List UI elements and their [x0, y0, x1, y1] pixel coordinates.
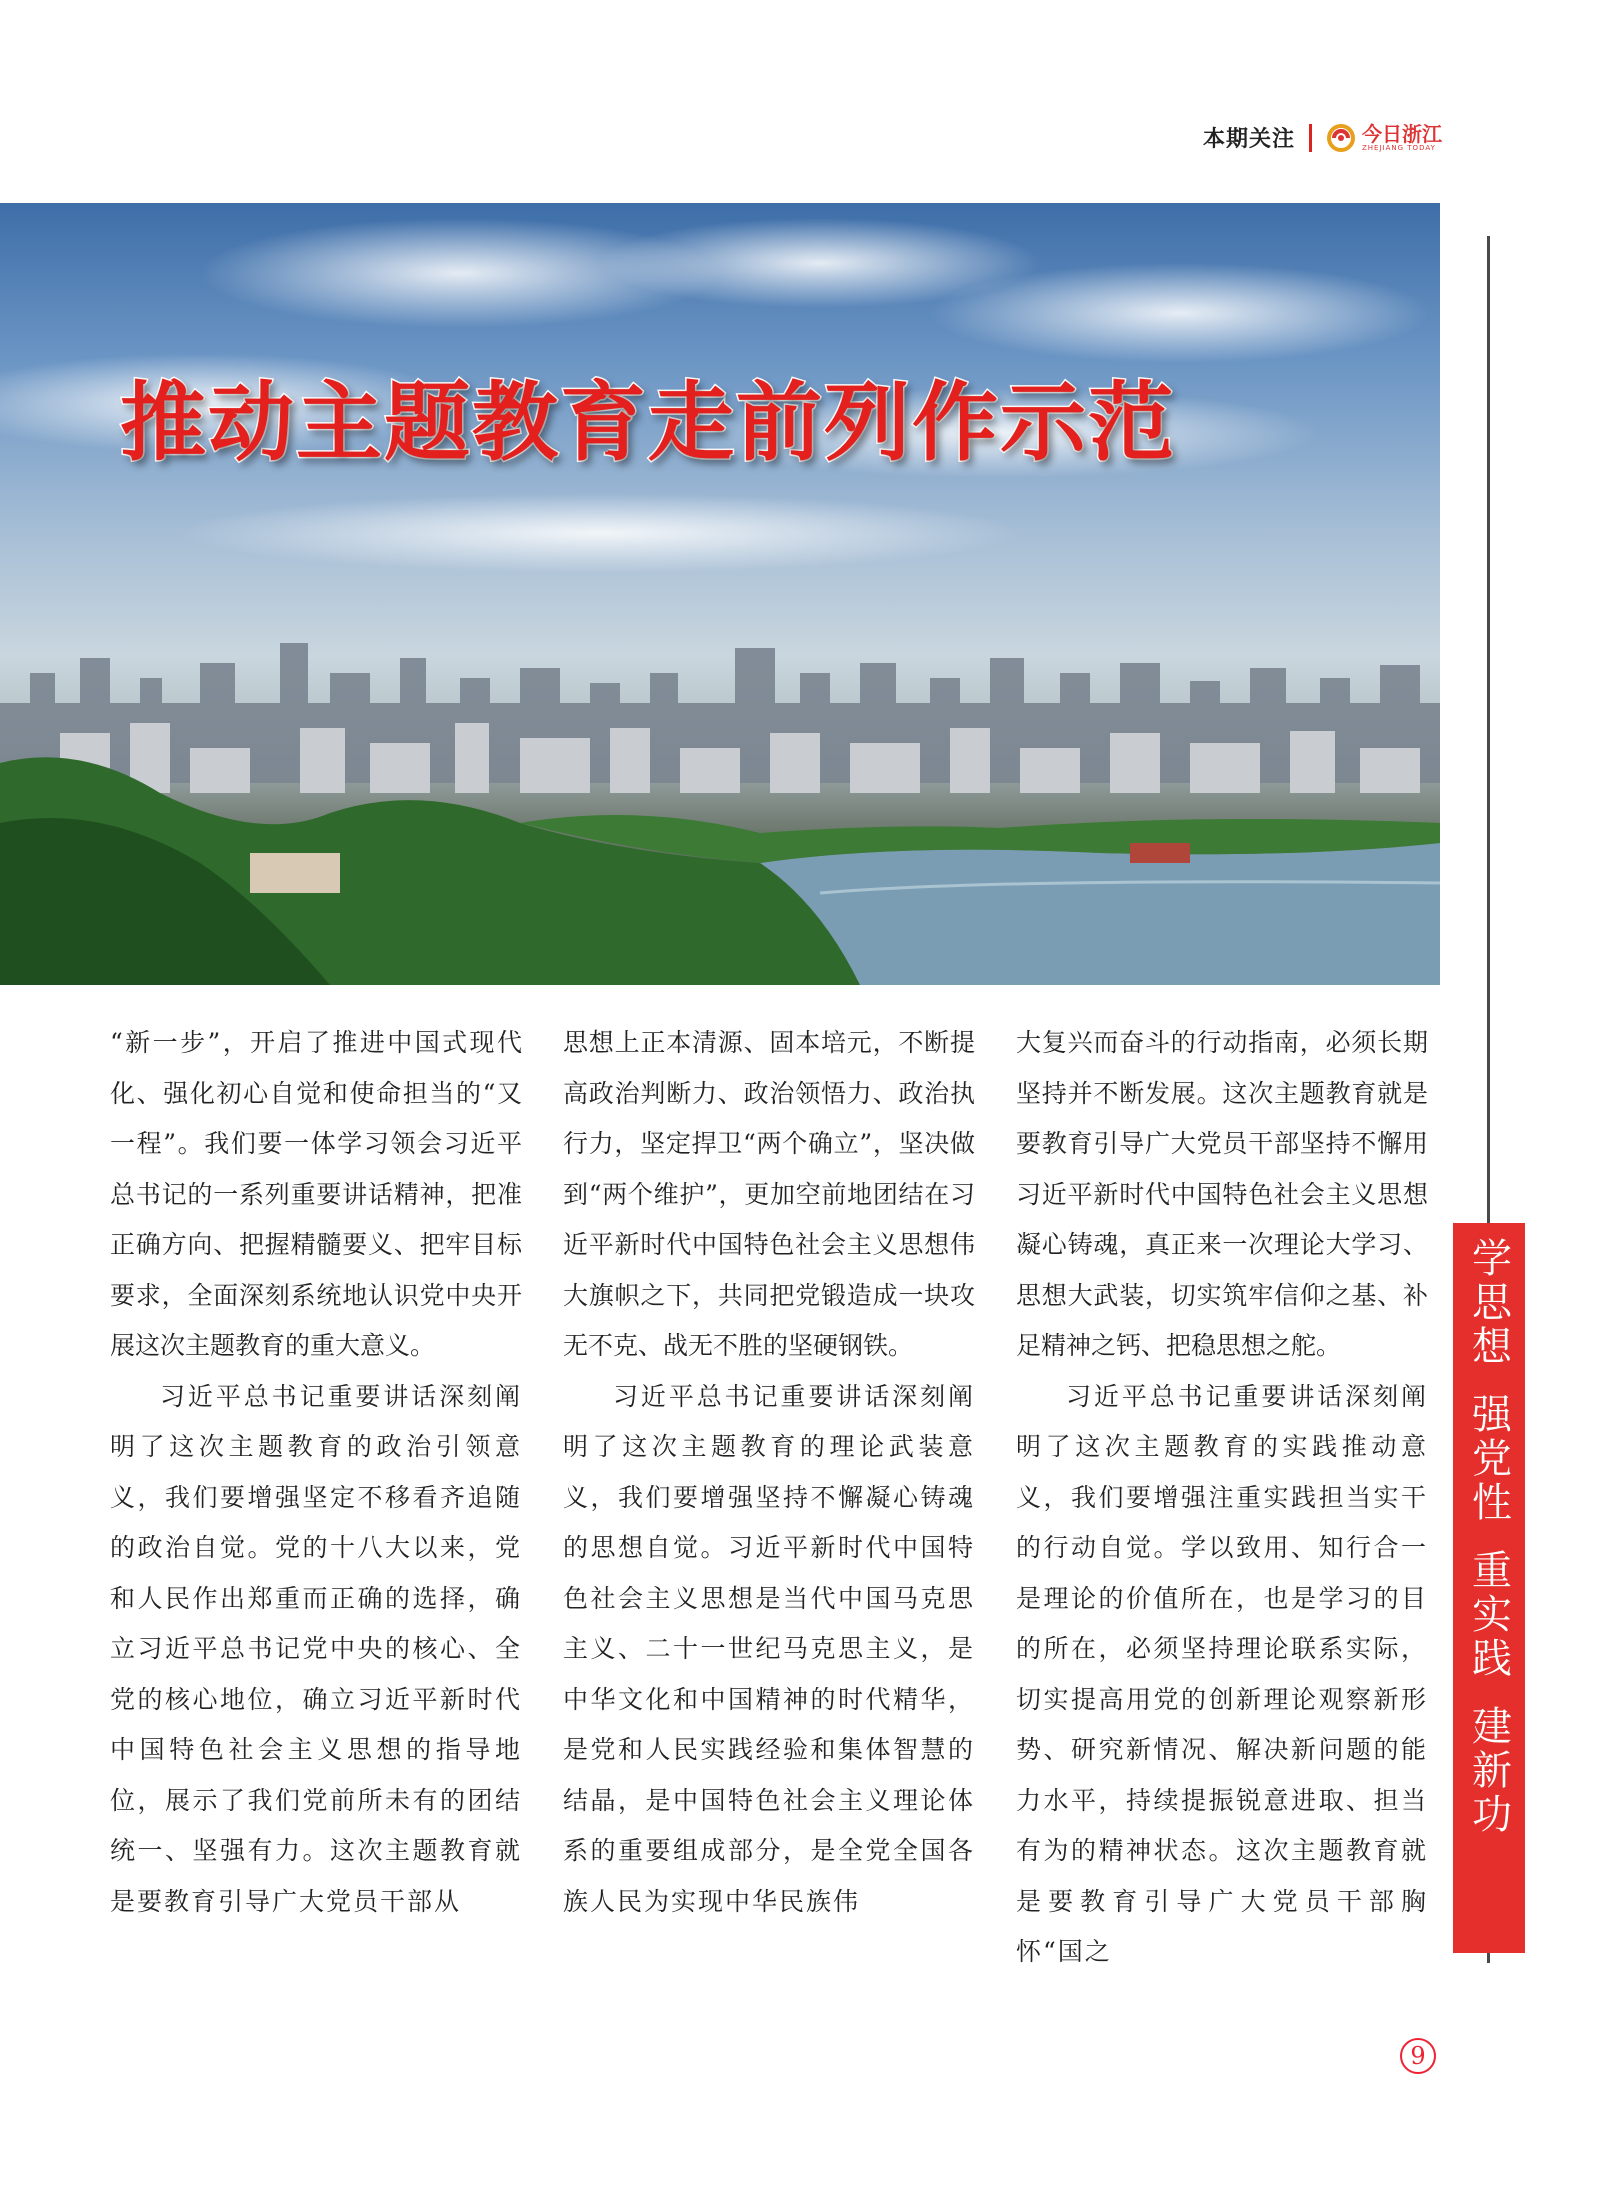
hero-photo	[0, 203, 1440, 985]
article-body	[110, 1018, 1428, 1968]
slogan-line-3: 重实践	[1465, 1549, 1512, 1681]
paragraph: 大复兴而奋斗的行动指南，必须长期坚持并不断发展。这次主题教育就是要教育引导广大党员干部坚持不懈用习近平新时代中国特色社会主义思想凝心铸魂，真正来一次理论大学习、思想大武装，切实筑牢信仰之基、补足精神之钙、把稳思想之舵。	[1016, 1028, 1428, 1360]
paragraph: 习近平总书记重要讲话深刻阐明了这次主题教育的政治引领意义，我们要增强坚定不移看齐追随的政治自觉。党的十八大以来，党和人民作出郑重而正确的选择，确立习近平总书记党中央的核心、全党的核心地位，确立习近平新时代中国特色社会主义思想的指导地位，展示了我们党前所未有的团结统一、坚强有力。这次主题教育就是要教育引导广大党员干部从	[110, 1381, 522, 1916]
paragraph: 习近平总书记重要讲话深刻阐明了这次主题教育的实践推动意义，我们要增强注重实践担当实干的行动自觉。学以致用、知行合一是理论的价值所在，也是学习的目的所在，必须坚持理论联系实际，切实提高用党的创新理论观察新形势、研究新情况、解决新问题的能力水平，持续提振锐意进取、担当有为的精神状态。这次主题教育就是要教育引导广大党员干部胸怀“国之	[1016, 1381, 1428, 1966]
paragraph: 习近平总书记重要讲话深刻阐明了这次主题教育的理论武装意义，我们要增强坚持不懈凝心铸魂的思想自觉。习近平新时代中国特色社会主义思想是当代中国马克思主义、二十一世纪马克思主义，是中华文化和中国精神的时代精华，是党和人民实践经验和集体智慧的结晶，是中国特色社会主义理论体系的重要组成部分，是全党全国各族人民为实现中华民族伟	[563, 1381, 975, 1916]
text-column-3	[1016, 1018, 1428, 1978]
text-column-1	[110, 1018, 522, 1927]
paragraph: 思想上正本清源、固本培元，不断提高政治判断力、政治领悟力、政治执行力，坚定捍卫“两个确立”，坚决做到“两个维护”，更加空前地团结在习近平新时代中国特色社会主义思想伟大旗帜之下，共同把党锻造成一块攻无不克、战无不胜的坚硬钢铁。	[563, 1028, 975, 1360]
logo-text-en: ZHEJIANG TODAY	[1362, 143, 1436, 152]
city-landscape-illustration	[0, 203, 1440, 985]
logo-swirl-icon	[1326, 123, 1356, 153]
page-number: 9	[1400, 2038, 1436, 2074]
slogan-line-1: 学思想	[1465, 1237, 1512, 1369]
logo-text-cn: 今日浙江	[1362, 121, 1442, 146]
magazine-logo	[1326, 123, 1442, 153]
slogan-banner	[1453, 1223, 1525, 1953]
slogan-line-4: 建新功	[1465, 1705, 1512, 1837]
page-header	[1203, 122, 1442, 153]
article-title: 推动主题教育走前列作示范	[120, 373, 1176, 473]
paragraph: “新一步”，开启了推进中国式现代化、强化初心自觉和使命担当的“又一程”。我们要一体学习领会习近平总书记的一系列重要讲话精神，把准正确方向、把握精髓要义、把牢目标要求，全面深刻系统地认识党中央开展这次主题教育的重大意义。	[110, 1028, 522, 1360]
text-column-2	[563, 1018, 975, 1927]
slogan-line-2: 强党性	[1465, 1393, 1512, 1525]
section-label: 本期关注	[1202, 127, 1295, 152]
header-divider	[1309, 124, 1312, 152]
